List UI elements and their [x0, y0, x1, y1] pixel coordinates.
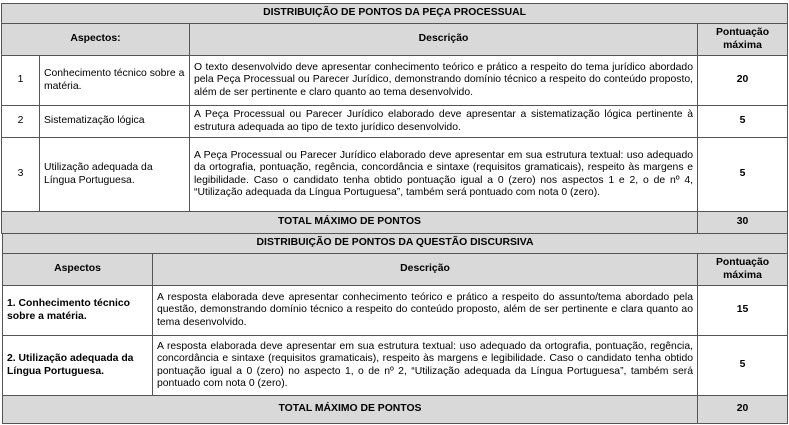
- table-title-row: [2, 4, 788, 24]
- questao-discursiva-table: [2, 233, 788, 424]
- row-pontos: 20: [698, 56, 788, 106]
- header-pontuacao: Pontuação máxima: [698, 254, 788, 286]
- row-number: 1: [2, 56, 40, 106]
- table-total-row: [3, 396, 788, 424]
- table-title-row: [3, 234, 788, 254]
- header-descricao: Descrição: [153, 254, 698, 286]
- row-pontos: 15: [698, 286, 788, 336]
- row-pontos: 5: [698, 138, 788, 212]
- row-number: 2: [2, 106, 40, 138]
- row-aspecto: Conhecimento técnico sobre a matéria.: [40, 56, 190, 106]
- table-row: [3, 286, 788, 336]
- header-aspectos: Aspectos:: [2, 24, 190, 56]
- row-descricao: A Peça Processual ou Parecer Jurídico elaborado deve apresentar em sua estrutura textual: uso adequado da ortografia, pontuação, regência, concordância e sintaxe (requisitos gramaticais), respeito às margens e legibilidade. Caso o candidato tenha obtido pontuação igual a 0 (zero) nos aspectos 1 e 2, o de nº 4, “Utilização adequada da Língua Portuguesa”, também será pontuado com nota 0 (zero).: [190, 138, 698, 212]
- table-header-row: [2, 24, 788, 56]
- total-value: 30: [698, 212, 788, 234]
- header-aspectos: Aspectos: [3, 254, 153, 286]
- row-aspecto: Utilização adequada da Língua Portuguesa.: [40, 138, 190, 212]
- table-total-row: [2, 212, 788, 234]
- table-row: [3, 336, 788, 396]
- table-row: [2, 138, 788, 212]
- row-aspecto: Sistematização lógica: [40, 106, 190, 138]
- row-aspecto: 2. Utilização adequada da Língua Portuguesa.: [3, 336, 153, 396]
- table-header-row: [3, 254, 788, 286]
- row-number: 3: [2, 138, 40, 212]
- row-descricao: A resposta elaborada deve apresentar conhecimento teórico e prático a respeito do assunto/tema abordado pela questão, demonstrando domínio técnico a respeito do conteúdo proposto, além de ser pertinente e clara quanto ao tema desenvolvido.: [153, 286, 698, 336]
- table-title: DISTRIBUIÇÃO DE PONTOS DA QUESTÃO DISCURSIVA: [3, 234, 788, 254]
- row-descricao: A resposta elaborada deve apresentar em sua estrutura textual: uso adequado da ortografia, pontuação, regência, concordância e sintaxe (requisitos gramaticais), respeito às margens e legibilidade. Caso o candidato tenha obtido pontuação igual a 0 (zero) no aspecto 1, o de nº 2, “Utilização adequada da Língua Portuguesa”, também será pontuado com nota 0 (zero).: [153, 336, 698, 396]
- row-aspecto: 1. Conhecimento técnico sobre a matéria.: [3, 286, 153, 336]
- header-pontuacao: Pontuação máxima: [698, 24, 788, 56]
- table-title: DISTRIBUIÇÃO DE PONTOS DA PEÇA PROCESSUAL: [2, 4, 788, 24]
- table-row: [2, 106, 788, 138]
- total-label: TOTAL MÁXIMO DE PONTOS: [3, 396, 698, 424]
- row-pontos: 5: [698, 336, 788, 396]
- table-row: [2, 56, 788, 106]
- row-descricao: A Peça Processual ou Parecer Jurídico elaborado deve apresentar a sistematização lógica pertinente à estrutura adequada ao tipo de texto jurídico desenvolvido.: [190, 106, 698, 138]
- header-descricao: Descrição: [190, 24, 698, 56]
- row-descricao: O texto desenvolvido deve apresentar conhecimento teórico e prático a respeito do tema jurídico abordado pela Peça Processual ou Parecer Jurídico, demonstrando domínio técnico a respeito do conteúdo proposto, além de ser pertinente e claro quanto ao tema desenvolvido.: [190, 56, 698, 106]
- row-pontos: 5: [698, 106, 788, 138]
- total-label: TOTAL MÁXIMO DE PONTOS: [2, 212, 698, 234]
- total-value: 20: [698, 396, 788, 424]
- peca-processual-table: [1, 3, 788, 234]
